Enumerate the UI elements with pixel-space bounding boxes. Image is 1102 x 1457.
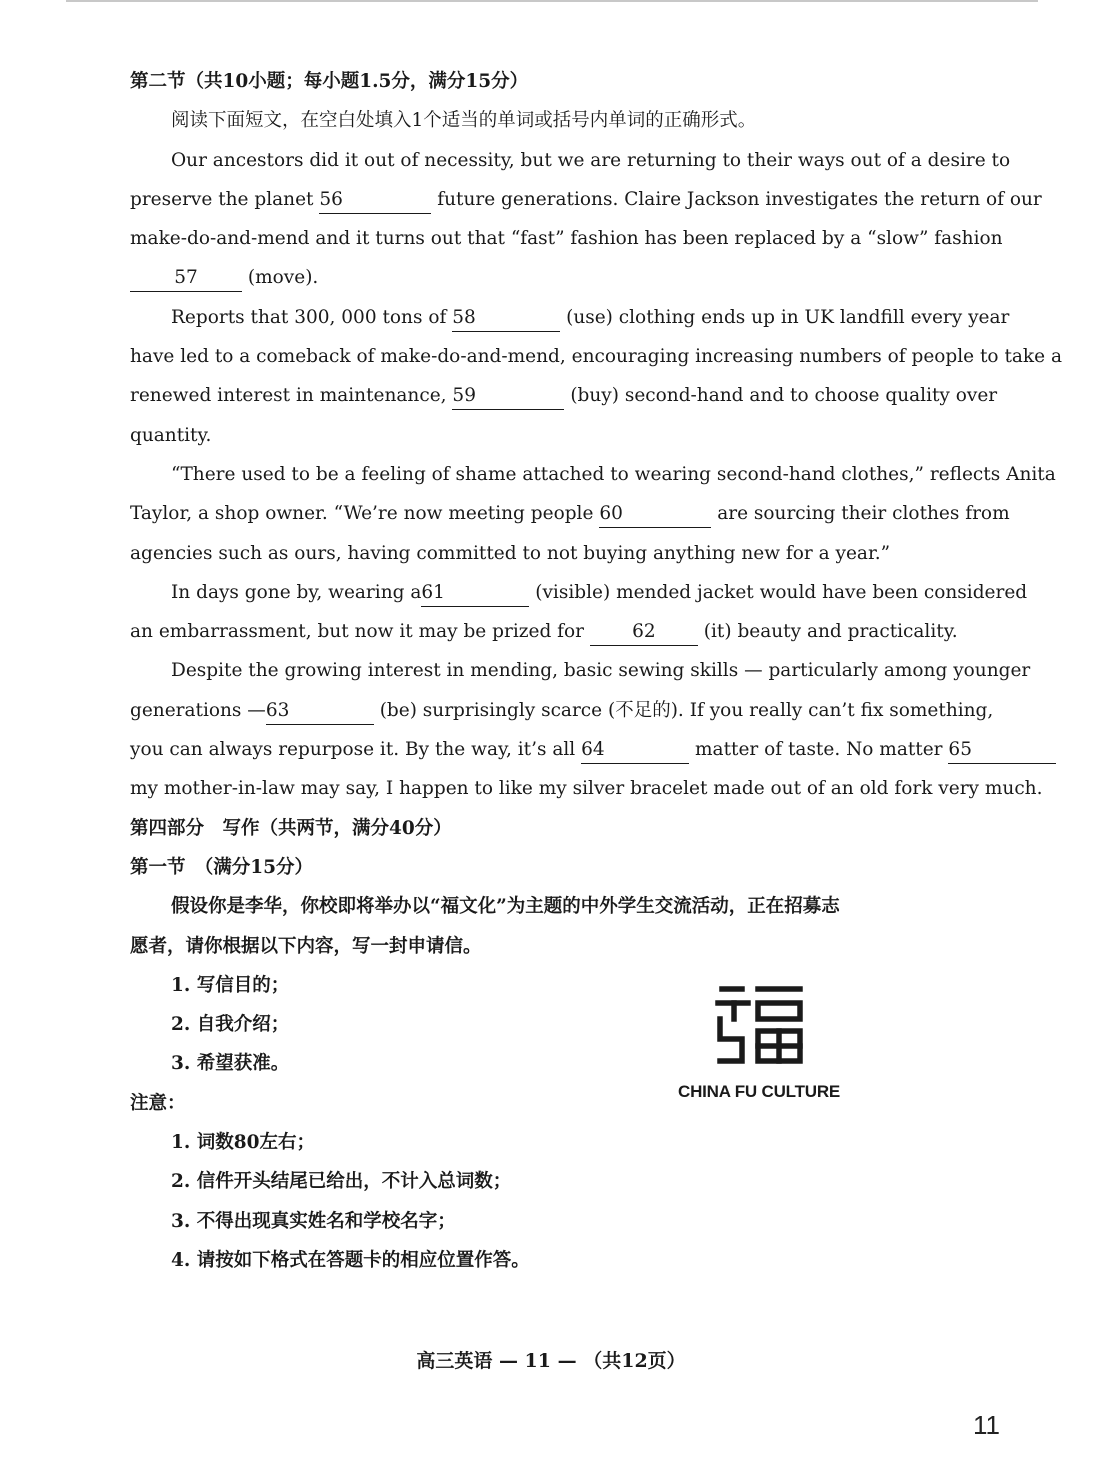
passage-text: an embarrassment, but now it may be prized for (130, 621, 584, 643)
logo-caption: CHINA FU CULTURE (678, 1082, 841, 1101)
blank-62: 62 (590, 621, 698, 646)
passage-line: “There used to be a feeling of shame attached to wearing second-hand clothes,” reflects Anita (171, 463, 1056, 485)
passage-line: my mother-in-law may say, I happen to like my silver bracelet made out of an old fork very much. (130, 778, 1043, 800)
passage-line (130, 180, 1042, 219)
section-2-instruction: 阅读下面短文，在空白处填入1个适当的单词或括号内单词的正确形式。 (171, 110, 757, 132)
passage-text: generations — (130, 699, 266, 721)
passage-text: (visible) mended jacket would have been considered (535, 581, 1028, 603)
passage-line: make-do-and-mend and it turns out that “fast” fashion has been replaced by a “slow” fashion (130, 228, 1003, 250)
writing-item: 3. 希望获准。 (171, 1053, 290, 1075)
passage-line (130, 258, 970, 297)
blank-65: 65 (948, 739, 1056, 764)
blank-56: 56 (319, 189, 431, 214)
passage-text: (it) beauty and practicality. (703, 621, 958, 643)
note-item: 2. 信件开头结尾已给出，不计入总词数； (171, 1171, 512, 1193)
passage-line: Our ancestors did it out of necessity, but we are returning to their ways out of a desire to (171, 149, 1011, 171)
passage-text: In days gone by, wearing a (171, 581, 422, 603)
passage-line (130, 730, 970, 769)
page-number: 11 (973, 1410, 1000, 1440)
passage-text: (buy) second-hand and to choose quality over (570, 385, 998, 407)
note-item: 3. 不得出现真实姓名和学校名字； (171, 1210, 456, 1232)
passage-line (130, 298, 1010, 337)
passage-text: preserve the planet (130, 188, 314, 210)
passage-text: renewed interest in maintenance, (130, 385, 447, 407)
passage-line (130, 376, 998, 415)
notes-title: 注意： (130, 1092, 186, 1114)
note-item: 4. 请按如下格式在答题卡的相应位置作答。 (171, 1249, 530, 1271)
writing-item: 1. 写信目的； (171, 974, 290, 996)
passage-text: Taylor, a shop owner. “We’re now meeting people (130, 503, 594, 525)
blank-57: 57 (130, 267, 242, 292)
section-2 (130, 62, 1062, 1280)
fu-character-icon (714, 983, 804, 1065)
passage-line: Despite the growing interest in mending, basic sewing skills — particularly among younger (171, 660, 1031, 682)
blank-59: 59 (452, 385, 564, 410)
passage-line (130, 691, 994, 730)
writing-prompt: 假设你是李华，你校即将举办以“福文化”为主题的中外学生交流活动，正在招募志 (171, 896, 840, 918)
passage-text: matter of taste. No matter (695, 739, 943, 761)
passage-line (130, 573, 1028, 612)
passage-text: future generations. Claire Jackson investigates the return of our (437, 188, 1042, 210)
blank-58: 58 (452, 307, 560, 332)
passage-line: have led to a comeback of make-do-and-mend, encouraging increasing numbers of people to take a (130, 346, 1062, 368)
passage-text: (use) clothing ends up in UK landfill every year (566, 306, 1010, 328)
passage-line (130, 494, 1010, 533)
passage-text: Reports that 300, 000 tons of (171, 306, 447, 328)
passage-text: (be) surprisingly scarce (不足的). If you really can’t fix something, (379, 699, 994, 721)
page-footer: 高三英语 — 11 — （共12页） (416, 1350, 686, 1372)
blank-61: 61 (421, 582, 529, 607)
part-4-section-1-title: 第一节 （满分15分） (130, 856, 313, 878)
section-2-title: 第二节（共10小题；每小题1.5分，满分15分） (130, 71, 529, 92)
top-rule (66, 0, 1038, 2)
writing-item: 2. 自我介绍； (171, 1014, 290, 1036)
passage-line (130, 612, 970, 651)
passage-text: you can always repurpose it. By the way, it’s all (130, 739, 576, 761)
passage-line: quantity. (130, 424, 212, 446)
note-item: 1. 词数80左右； (171, 1132, 315, 1154)
part-4-title: 第四部分 写作（共两节，满分40分） (130, 817, 452, 839)
writing-prompt: 愿者，请你根据以下内容，写一封申请信。 (130, 935, 482, 957)
passage-line: agencies such as ours, having committed to not buying anything new for a year.” (130, 542, 891, 564)
passage-text: (move). (247, 267, 319, 289)
blank-64: 64 (581, 739, 689, 764)
blank-60: 60 (599, 503, 711, 528)
blank-63: 63 (266, 700, 374, 725)
passage-text: are sourcing their clothes from (717, 503, 1010, 525)
